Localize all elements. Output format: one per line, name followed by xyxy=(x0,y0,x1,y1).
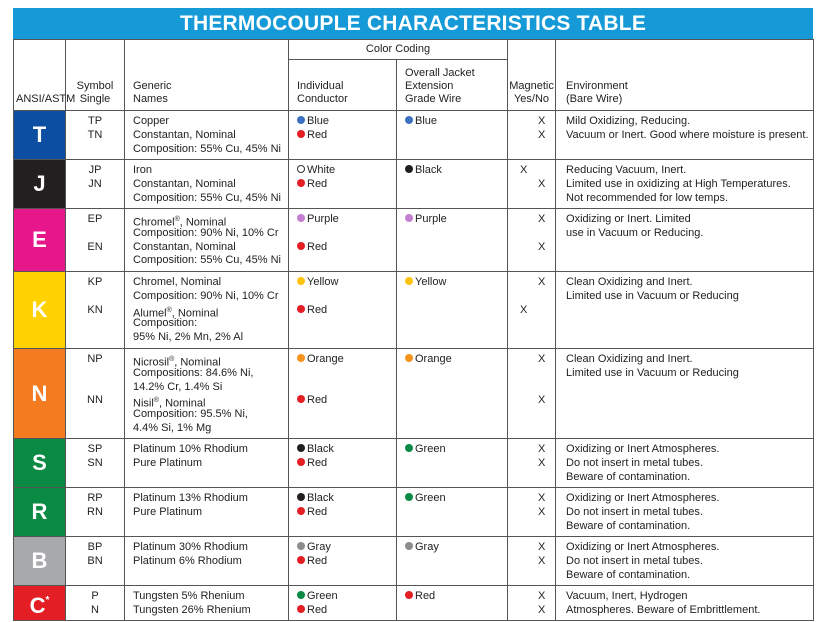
orange-dot-icon xyxy=(297,354,305,362)
red-dot-icon xyxy=(297,130,305,138)
individual-conductor-cell: Yellow Red xyxy=(289,272,397,349)
table-title: THERMOCOUPLE CHARACTERISTICS TABLE xyxy=(13,8,813,39)
environment-cell: Clean Oxidizing and Inert. Limited use in Vacuum or Reducing xyxy=(556,349,814,439)
header-magnetic: Magnetic Yes/No xyxy=(508,40,556,111)
individual-conductor-cell: Purple Red xyxy=(289,209,397,272)
individual-conductor-cell: Gray Red xyxy=(289,537,397,586)
jacket-cell: Blue xyxy=(397,111,508,160)
ansi-type-j: J xyxy=(14,160,66,209)
ansi-type-b: B xyxy=(14,537,66,586)
environment-cell: Oxidizing or Inert. Limited use in Vacuum or Reducing. xyxy=(556,209,814,272)
row-type-n xyxy=(14,349,814,439)
yellow-dot-icon xyxy=(297,277,305,285)
symbol-cell: NP NN xyxy=(66,349,125,439)
generic-names-cell: Platinum 13% Rhodium Pure Platinum xyxy=(125,488,289,537)
gray-dot-icon xyxy=(405,542,413,550)
magnetic-cell: X X xyxy=(508,537,556,586)
red-dot-icon xyxy=(297,305,305,313)
symbol-cell: TP TN xyxy=(66,111,125,160)
row-type-j xyxy=(14,160,814,209)
individual-conductor-cell: Black Red xyxy=(289,439,397,488)
row-type-r xyxy=(14,488,814,537)
generic-names-cell: Iron Constantan, Nominal Composition: 55% Cu, 45% Ni xyxy=(125,160,289,209)
ansi-type-n: N xyxy=(14,349,66,439)
jacket-cell: Purple xyxy=(397,209,508,272)
symbol-cell: EP EN xyxy=(66,209,125,272)
white-dot-icon xyxy=(297,165,305,173)
magnetic-cell: X X xyxy=(508,439,556,488)
blue-dot-icon xyxy=(297,116,305,124)
environment-cell: Reducing Vacuum, Inert. Limited use in oxidizing at High Temperatures. Not recommended for low temps. xyxy=(556,160,814,209)
ansi-type-c: C* xyxy=(14,586,66,621)
header-color-coding: Color Coding xyxy=(289,40,508,60)
header-generic: Generic Names xyxy=(125,40,289,111)
red-dot-icon xyxy=(297,395,305,403)
black-dot-icon xyxy=(297,493,305,501)
ansi-type-r: R xyxy=(14,488,66,537)
generic-names-cell: Nicrosil®, Nominal Compositions: 84.6% Ni, 14.2% Cr, 1.4% Si Nisil®, Nominal Composition: 95.5% Ni, 4.4% Si, 1% Mg xyxy=(125,349,289,439)
black-dot-icon xyxy=(405,165,413,173)
individual-conductor-cell: Blue Red xyxy=(289,111,397,160)
jacket-cell: Red xyxy=(397,586,508,621)
symbol-cell: JP JN xyxy=(66,160,125,209)
green-dot-icon xyxy=(405,444,413,452)
row-type-b xyxy=(14,537,814,586)
ansi-type-t: T xyxy=(14,111,66,160)
gray-dot-icon xyxy=(297,542,305,550)
row-type-k xyxy=(14,272,814,349)
generic-names-cell: Platinum 30% Rhodium Platinum 6% Rhodium xyxy=(125,537,289,586)
blue-dot-icon xyxy=(405,116,413,124)
generic-names-cell: Copper Constantan, Nominal Composition: 55% Cu, 45% Ni xyxy=(125,111,289,160)
header-individual: Individual Conductor xyxy=(289,60,397,111)
ansi-type-e: E xyxy=(14,209,66,272)
thermocouple-table xyxy=(13,39,814,621)
magnetic-cell: X X xyxy=(508,111,556,160)
jacket-cell: Black xyxy=(397,160,508,209)
red-dot-icon xyxy=(297,556,305,564)
red-dot-icon xyxy=(297,458,305,466)
jacket-cell: Yellow xyxy=(397,272,508,349)
magnetic-cell: X X xyxy=(508,209,556,272)
individual-conductor-cell: White Red xyxy=(289,160,397,209)
generic-names-cell: Chromel®, Nominal Composition: 90% Ni, 10% Cr Constantan, Nominal Composition: 55% Cu, 45% Ni xyxy=(125,209,289,272)
black-dot-icon xyxy=(297,444,305,452)
environment-cell: Vacuum, Inert, Hydrogen Atmospheres. Beware of Embrittlement. xyxy=(556,586,814,621)
generic-names-cell: Tungsten 5% Rhenium Tungsten 26% Rhenium xyxy=(125,586,289,621)
magnetic-cell: X X xyxy=(508,586,556,621)
row-type-c xyxy=(14,586,814,621)
symbol-cell: P N xyxy=(66,586,125,621)
generic-names-cell: Chromel, Nominal Composition: 90% Ni, 10% Cr Alumel®, Nominal Composition: 95% Ni, 2% Mn, 2% Al xyxy=(125,272,289,349)
row-type-s xyxy=(14,439,814,488)
header-jacket: Overall Jacket Extension Grade Wire xyxy=(397,60,508,111)
environment-cell: Oxidizing or Inert Atmospheres. Do not insert in metal tubes. Beware of contamination. xyxy=(556,488,814,537)
orange-dot-icon xyxy=(405,354,413,362)
symbol-cell: SP SN xyxy=(66,439,125,488)
environment-cell: Clean Oxidizing and Inert. Limited use in Vacuum or Reducing xyxy=(556,272,814,349)
individual-conductor-cell: Green Red xyxy=(289,586,397,621)
ansi-type-k: K xyxy=(14,272,66,349)
magnetic-cell: X X xyxy=(508,160,556,209)
jacket-cell: Gray xyxy=(397,537,508,586)
red-dot-icon xyxy=(297,179,305,187)
row-type-t xyxy=(14,111,814,160)
red-dot-icon xyxy=(297,242,305,250)
jacket-cell: Orange xyxy=(397,349,508,439)
symbol-cell: BP BN xyxy=(66,537,125,586)
magnetic-cell: X X xyxy=(508,488,556,537)
symbol-cell: RP RN xyxy=(66,488,125,537)
magnetic-cell: X X xyxy=(508,272,556,349)
green-dot-icon xyxy=(297,591,305,599)
magnetic-cell: X X xyxy=(508,349,556,439)
jacket-cell: Green xyxy=(397,439,508,488)
environment-cell: Mild Oxidizing, Reducing. Vacuum or Inert. Good where moisture is present. xyxy=(556,111,814,160)
individual-conductor-cell: Black Red xyxy=(289,488,397,537)
header-environment: Environment (Bare Wire) xyxy=(556,40,814,111)
jacket-cell: Green xyxy=(397,488,508,537)
row-type-e xyxy=(14,209,814,272)
red-dot-icon xyxy=(405,591,413,599)
symbol-cell: KP KN xyxy=(66,272,125,349)
environment-cell: Oxidizing or Inert Atmospheres. Do not insert in metal tubes. Beware of contamination. xyxy=(556,537,814,586)
header-ansi: ANSI/ASTM xyxy=(14,40,66,111)
thermocouple-table-page xyxy=(13,8,813,616)
red-dot-icon xyxy=(297,605,305,613)
green-dot-icon xyxy=(405,493,413,501)
environment-cell: Oxidizing or Inert Atmospheres. Do not insert in metal tubes. Beware of contamination. xyxy=(556,439,814,488)
header-symbol: Symbol Single xyxy=(66,40,125,111)
red-dot-icon xyxy=(297,507,305,515)
purple-dot-icon xyxy=(405,214,413,222)
yellow-dot-icon xyxy=(405,277,413,285)
generic-names-cell: Platinum 10% Rhodium Pure Platinum xyxy=(125,439,289,488)
ansi-type-s: S xyxy=(14,439,66,488)
purple-dot-icon xyxy=(297,214,305,222)
individual-conductor-cell: Orange Red xyxy=(289,349,397,439)
